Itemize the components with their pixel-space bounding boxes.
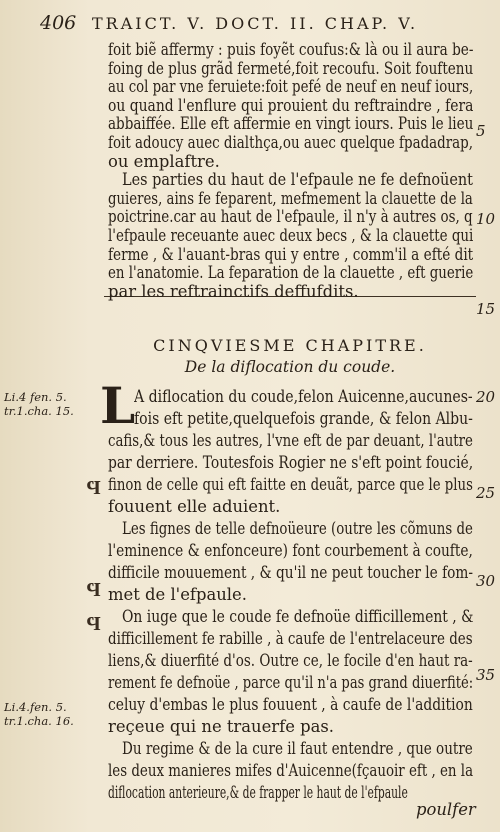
text-line: difficillement fe rabille , à caufe de l'entrelaceure des bbox=[108, 629, 473, 648]
text-line: ferme , & l'auant-bras qui y entre , comm'il a efté dit bbox=[108, 244, 473, 264]
margin-line-number: 20 bbox=[476, 388, 496, 406]
text-line: foit biẽ affermy : puis foyẽt coufus:& là ou il aura be- bbox=[108, 40, 473, 59]
margin-line-number: 5 bbox=[476, 122, 486, 140]
text-line: fouuent elle aduient. bbox=[108, 497, 281, 516]
text-line: Les fignes de telle defnoüeure (outre les cõmuns de bbox=[122, 519, 473, 538]
pointing-hand-icon: Ϥ bbox=[86, 475, 101, 499]
text-line: en l'anatomie. La feparation de la clauette , eft guerie bbox=[108, 263, 473, 283]
text-line: ou quand l'enflure qui prouient du reftraindre , fera bbox=[108, 95, 473, 115]
text-line: guieres, ains fe feparent, mefmement la clauette de la bbox=[108, 188, 473, 208]
margin-line-number: 15 bbox=[476, 300, 496, 318]
text-line: ou emplaftre. bbox=[108, 151, 220, 171]
drop-cap: L bbox=[100, 376, 136, 435]
text-line: diflocation anterieure,& de frapper le haut de l'efpaule bbox=[108, 783, 408, 802]
text-line: finon de celle qui eft faitte en deuãt, parce que le plus bbox=[108, 475, 473, 494]
margin-line-number: 25 bbox=[476, 484, 496, 502]
text-line: abbaiffée. Elle eft affermie en vingt iours. Puis le lieu bbox=[108, 114, 473, 134]
text-line: liens,& diuerfité d'os. Outre ce, le focile d'en haut ra- bbox=[108, 651, 473, 670]
text-line: A diflocation du coude,felon Auicenne,aucunes- bbox=[134, 387, 473, 406]
text-line: met de l'efpaule. bbox=[108, 585, 247, 604]
text-line: On iuge que le coude fe defnoüe difficillement , & bbox=[122, 607, 473, 626]
running-head: TRAICT. V. DOCT. II. CHAP. V. bbox=[92, 14, 419, 33]
text-line: l'efpaule receuante auec deux becs , & la clauette qui bbox=[108, 226, 473, 245]
text-line: cafis,& tous les autres, l'vne eft de par deuant, l'autre bbox=[108, 431, 473, 450]
text-line: rement fe defnoüe , parce qu'il n'a pas grand diuerfité: bbox=[108, 673, 473, 692]
text-line: par les reftrainctifs deffufdits. bbox=[108, 281, 359, 301]
text-line: les deux manieres mifes d'Auicenne(fçauoir eft , en la bbox=[108, 761, 473, 780]
text-line: difficile mouuement , & qu'il ne peut toucher le fom- bbox=[108, 563, 473, 582]
margin-line-number: 10 bbox=[476, 210, 496, 228]
text-line: celuy d'embas le plus fouuent , à caufe de l'addition bbox=[108, 695, 473, 714]
catchword: poulfer bbox=[416, 800, 476, 819]
text-line: Les parties du haut de l'efpaule ne fe defnoüent bbox=[122, 170, 473, 190]
page-header bbox=[0, 8, 500, 38]
text-line: Du regime & de la cure il faut entendre , que outre bbox=[122, 739, 473, 758]
text-line: reçeue qui ne trauerfe pas. bbox=[108, 717, 334, 736]
text-line: au col par vne feruiete:foit pefé de neuf en neuf iours, bbox=[108, 77, 473, 97]
margin-note: Li.4 fen. 5. tr.1.cha. 15. bbox=[4, 390, 74, 418]
margin-line-number: 35 bbox=[476, 666, 496, 684]
chapter-subtitle: De la diflocation du coude. bbox=[184, 358, 396, 376]
pointing-hand-icon: Ϥ bbox=[86, 577, 101, 601]
chapter-title: CINQVIESME CHAPITRE. bbox=[153, 336, 427, 355]
text-line: foing de plus grãd fermeté,foit recoufu. Soit fouftenu bbox=[108, 58, 473, 78]
pointing-hand-icon: Ϥ bbox=[86, 611, 101, 635]
margin-note: Li.4.fen. 5. tr.1.cha. 16. bbox=[4, 700, 74, 728]
text-line: fois eft petite,quelquefois grande, & felon Albu- bbox=[134, 409, 473, 428]
text-line: poictrine.car au haut de l'efpaule, il n'y à autres os, q bbox=[108, 207, 473, 227]
text-line: l'eminence & enfonceure) font courbement à coufte, bbox=[108, 541, 473, 560]
text-line: foit adoucy auec dialthça,ou auec quelque fpadadrap, bbox=[108, 133, 473, 152]
page-number: 406 bbox=[40, 12, 77, 34]
text-line: par derriere. Toutesfois Rogier ne s'eft point foucié, bbox=[108, 453, 473, 472]
margin-line-number: 30 bbox=[476, 572, 496, 590]
